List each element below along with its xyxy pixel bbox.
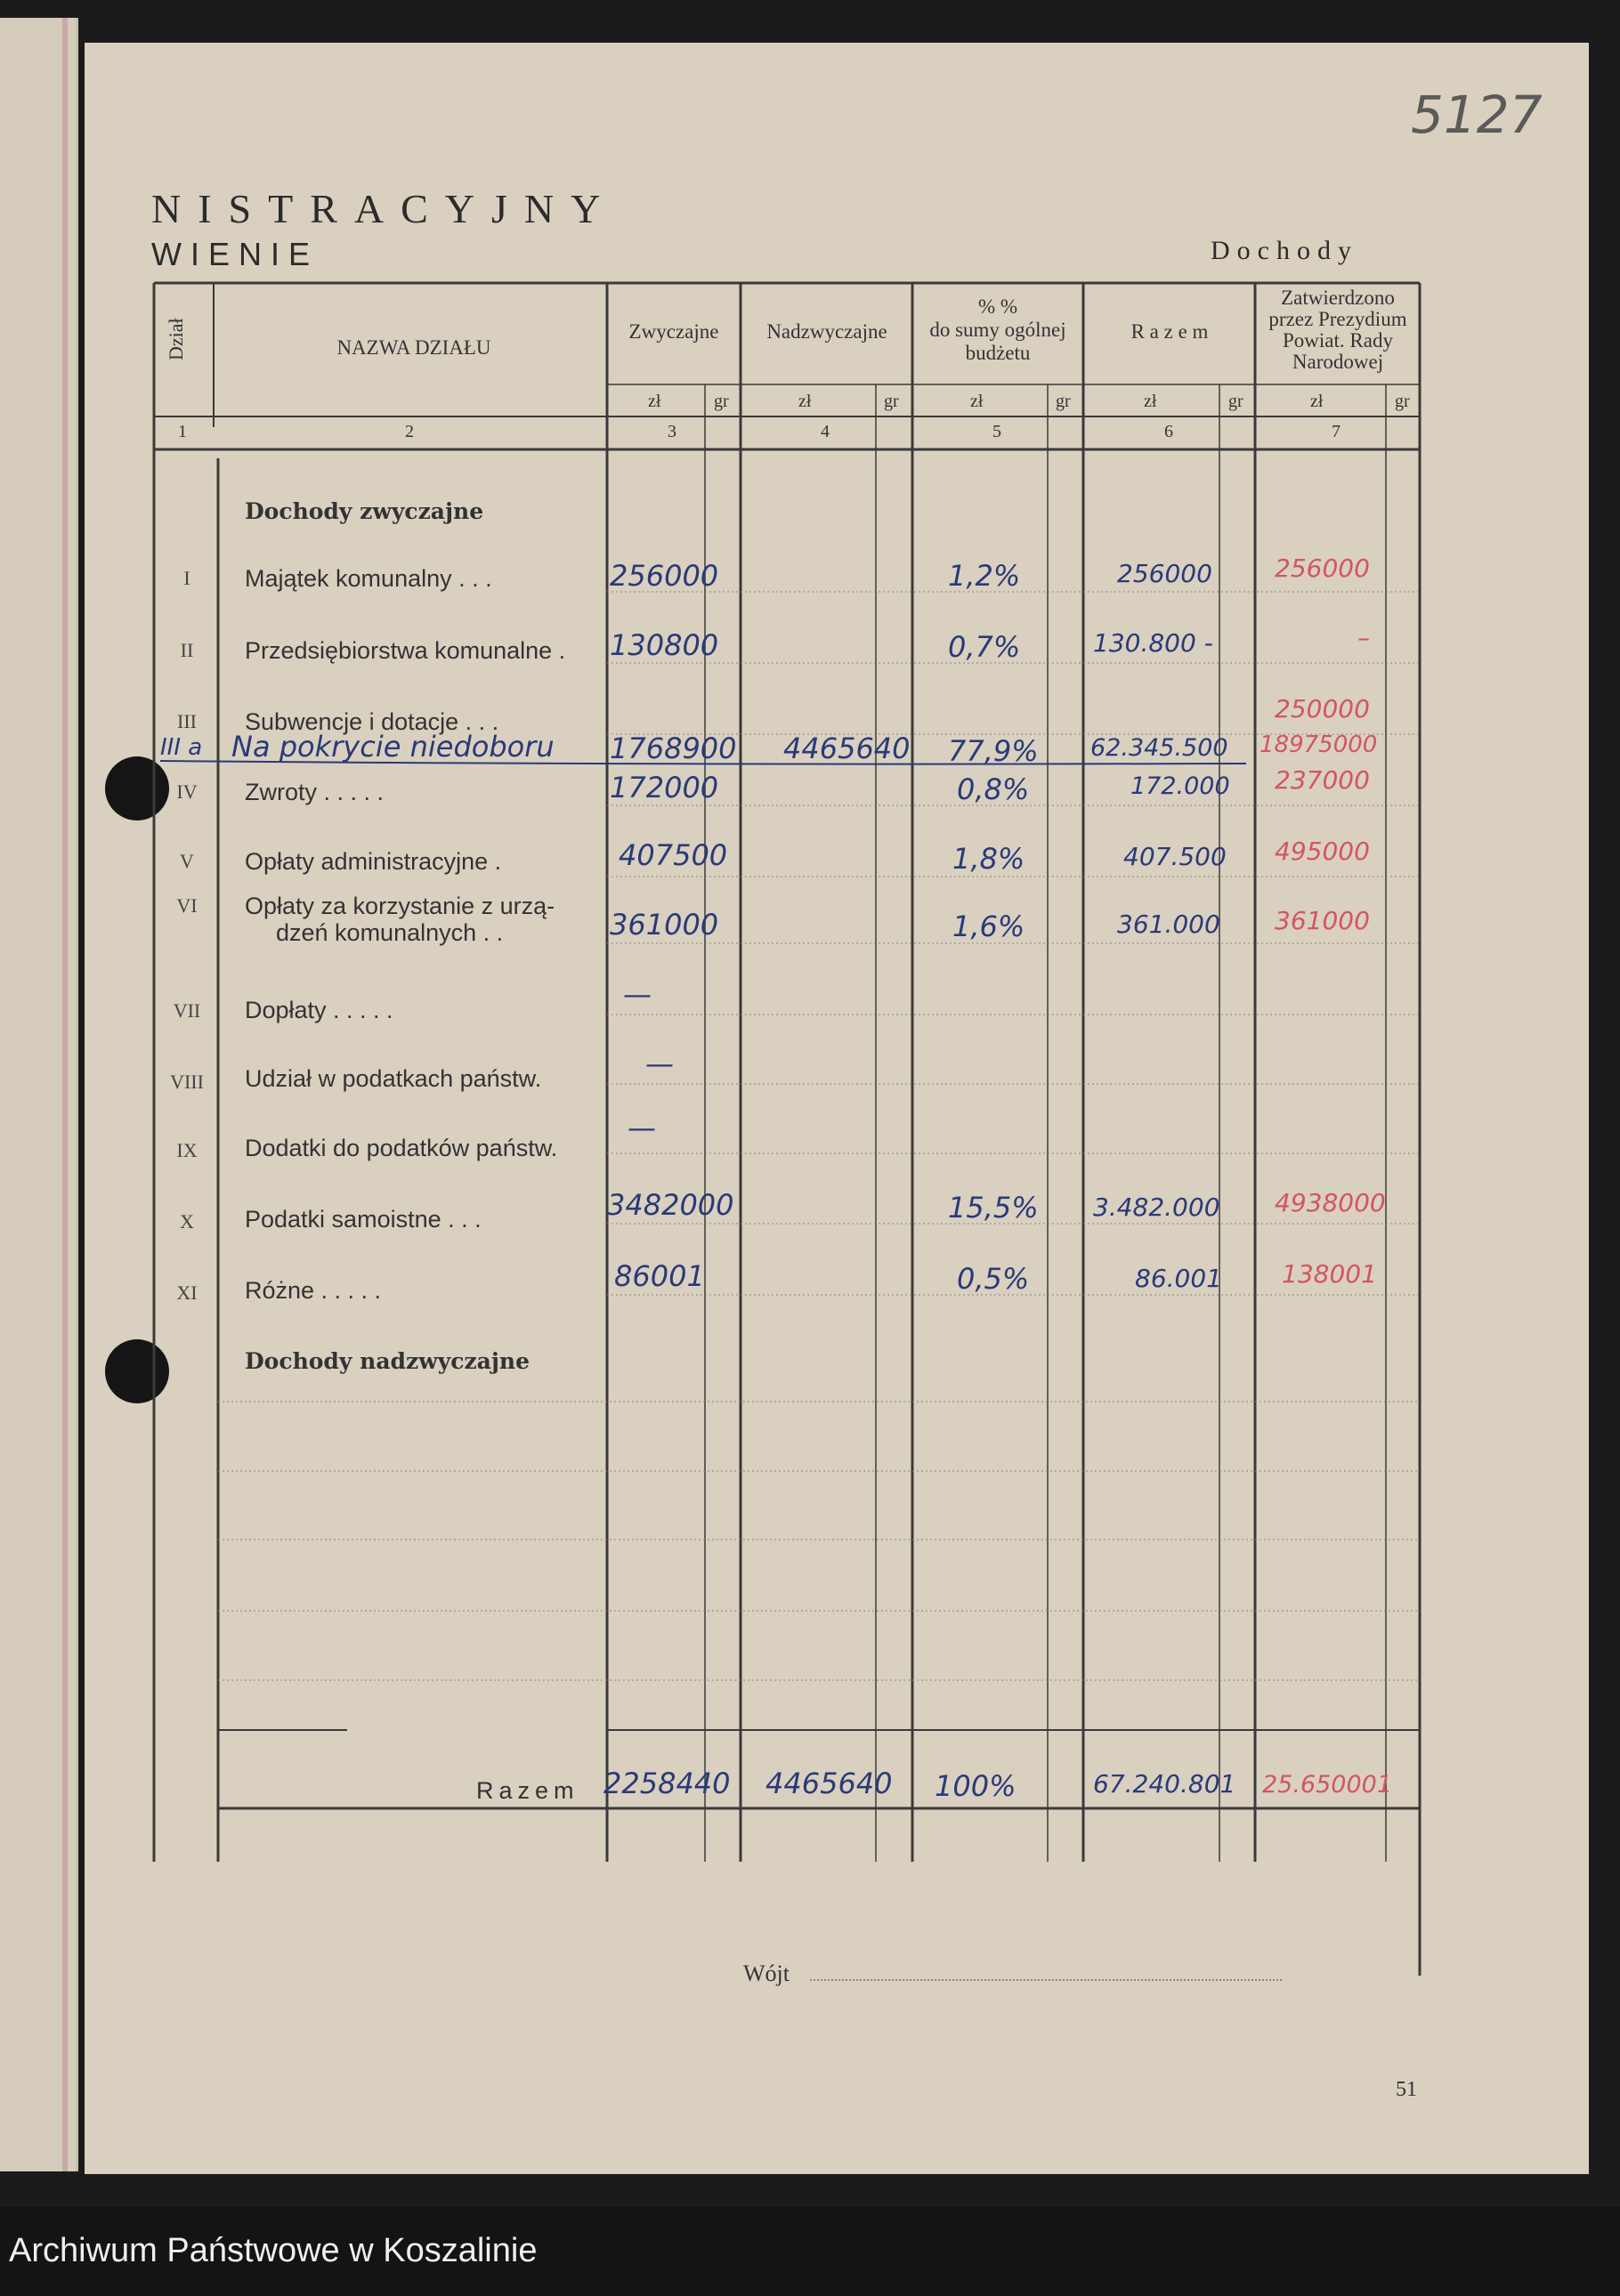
value-procent: 1,8%	[952, 842, 1025, 876]
dzial-header: Dział	[165, 318, 187, 360]
razem-header: R a z e m	[1130, 320, 1209, 343]
row-label: Podatki samoistne . . .	[245, 1206, 482, 1233]
value-zatw: 237000	[1275, 765, 1370, 795]
value-zatw: 4938000	[1275, 1188, 1386, 1217]
row-num: II	[180, 639, 194, 661]
nadzwyczajne-header: Nadzwyczajne	[766, 320, 887, 343]
archive-name: Archiwum Państwowe w Koszalinie	[9, 2232, 538, 2269]
col-num: 3	[668, 422, 676, 441]
value-zatw: 495000	[1275, 837, 1370, 866]
value-razem: 86.001	[1135, 1264, 1222, 1293]
row-label: Przedsiębiorstwa komunalne .	[245, 637, 566, 664]
value-zwyczajne: 3482000	[607, 1188, 734, 1222]
page-title: NISTRACYJNY	[151, 186, 618, 231]
row-num: VI	[176, 894, 198, 917]
value-zwyczajne: 361000	[610, 908, 719, 942]
value-razem: 361.000	[1117, 910, 1220, 939]
value-zwyczajne: —	[623, 977, 652, 1011]
page-subtitle: WIENIE	[151, 236, 320, 272]
row-label: Dodatki do podatków państw.	[245, 1135, 558, 1161]
page-number: 51	[1396, 2078, 1417, 2101]
value-procent: 0,7%	[948, 630, 1021, 664]
value-zatw: 138001	[1282, 1259, 1377, 1289]
value-procent: 0,8%	[957, 772, 1030, 806]
gr-label: gr	[1056, 392, 1071, 411]
procent-header-l3: budżetu	[965, 342, 1031, 364]
value-procent: 1,6%	[952, 910, 1025, 943]
row-label: Subwencje i dotacje . . .	[245, 708, 499, 735]
gr-label: gr	[1228, 392, 1243, 411]
col-num: 6	[1164, 422, 1173, 441]
row-label: Opłaty za korzystanie z urzą-	[245, 893, 555, 919]
total-nadzwyczajne: 4465640	[765, 1766, 893, 1800]
row-label: Zwroty . . . . .	[245, 779, 385, 805]
nazwa-header: NAZWA DZIAŁU	[336, 336, 491, 359]
archive-number: 5127	[1411, 85, 1543, 145]
row-label-continued: dzeń komunalnych . .	[276, 919, 504, 946]
value-procent: 77,9%	[948, 734, 1039, 768]
row-num: III a	[160, 734, 203, 761]
zatw-header-l2: przez Prezydium	[1268, 308, 1407, 330]
value-procent: 1,2%	[948, 559, 1021, 593]
value-razem: 407.500	[1123, 842, 1227, 871]
value-zatw: 361000	[1275, 906, 1370, 935]
value-procent: 15,5%	[948, 1191, 1039, 1225]
row-label: Opłaty administracyjne .	[245, 848, 502, 875]
value-zwyczajne: 86001	[614, 1259, 705, 1293]
total-procent: 100%	[935, 1769, 1017, 1803]
zl-label: zł	[648, 392, 661, 411]
value-razem: 62.345.500	[1090, 734, 1228, 762]
row-label: Na pokrycie niedoboru	[231, 730, 555, 764]
value-zatw: –	[1357, 623, 1370, 652]
section-extraordinary: Dochody nadzwyczajne	[245, 1348, 530, 1374]
col-num: 4	[821, 422, 830, 441]
value-razem: 256000	[1117, 559, 1212, 588]
value-zwyczajne: 407500	[619, 838, 728, 872]
zatw-header-l4: Narodowej	[1292, 351, 1384, 373]
row-num: XI	[176, 1281, 198, 1304]
row-label: Udział w podatkach państw.	[245, 1065, 542, 1092]
row-num: V	[180, 850, 194, 872]
row-num: IV	[176, 780, 198, 803]
value-zwyczajne: —	[645, 1047, 674, 1080]
row-num: IX	[176, 1139, 198, 1161]
value-zwyczajne: 172000	[610, 771, 719, 804]
zatw-header-l1: Zatwierdzono	[1281, 287, 1395, 309]
row-label: Majątek komunalny . . .	[245, 565, 492, 592]
section-ordinary: Dochody zwyczajne	[245, 498, 484, 524]
total-razem: 67.240.801	[1093, 1769, 1236, 1799]
gr-label: gr	[714, 392, 729, 411]
value-zatw: 256000	[1275, 554, 1370, 583]
zl-label: zł	[1310, 392, 1324, 411]
value-zwyczajne: 130800	[610, 628, 719, 662]
row-label: Różne . . . . .	[245, 1277, 382, 1304]
col-num: 7	[1332, 422, 1341, 441]
procent-header-l1: % %	[977, 295, 1018, 318]
col-num: 1	[178, 422, 187, 441]
col-num: 5	[992, 422, 1001, 441]
value-zwyczajne: 256000	[610, 559, 719, 593]
value-nadzwyczajne: 4465640	[783, 732, 911, 765]
total-zwyczajne: 2258440	[603, 1766, 731, 1800]
gr-label: gr	[1395, 392, 1410, 411]
zl-label: zł	[970, 392, 984, 411]
row-num: I	[183, 567, 190, 589]
value-zatw: 18975000	[1260, 732, 1378, 758]
procent-header-l2: do sumy ogólnej	[929, 319, 1066, 341]
value-razem: 130.800 -	[1093, 628, 1213, 658]
value-razem: 3.482.000	[1093, 1192, 1220, 1222]
total-label: Razem	[476, 1777, 579, 1804]
row-num: X	[180, 1210, 194, 1233]
gr-label: gr	[884, 392, 899, 411]
zwyczajne-header: Zwyczajne	[628, 320, 719, 343]
value-zatw: 250000	[1275, 694, 1370, 724]
row-num: VIII	[170, 1071, 204, 1093]
section-title: Dochody	[1211, 236, 1358, 265]
row-num: III	[177, 710, 197, 732]
total-zatw: 25.650001	[1262, 1771, 1393, 1799]
zl-label: zł	[1144, 392, 1157, 411]
value-razem: 172.000	[1130, 772, 1230, 800]
archive-footer	[0, 2207, 1620, 2296]
value-zwyczajne: —	[628, 1111, 656, 1144]
value-procent: 0,5%	[957, 1262, 1030, 1296]
zl-label: zł	[798, 392, 812, 411]
zatw-header-l3: Powiat. Rady	[1283, 329, 1393, 352]
value-zwyczajne: 1768900	[610, 732, 737, 765]
row-num: VII	[173, 999, 201, 1022]
row-label: Dopłaty . . . . .	[245, 997, 393, 1023]
col-num: 2	[405, 422, 414, 441]
wojt-label: Wójt	[743, 1960, 790, 1986]
